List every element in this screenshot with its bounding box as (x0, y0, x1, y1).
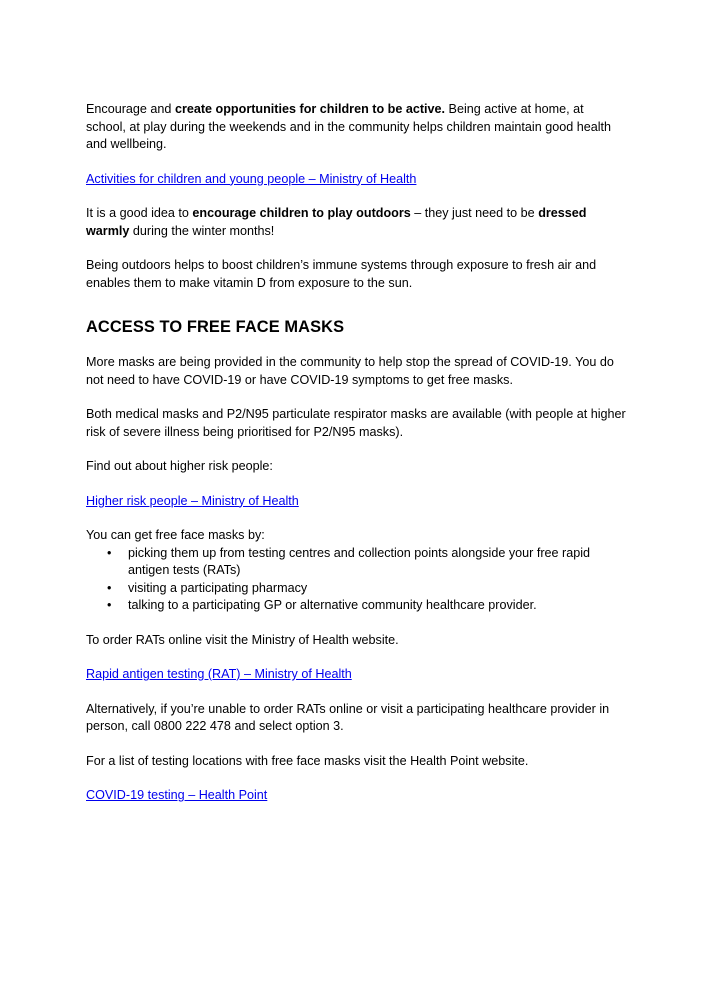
list-item (107, 597, 626, 615)
masks-paragraph-order: To order RATs online visit the Ministry of Health website. (86, 632, 399, 647)
masks-paragraph-types: Both medical masks and P2/N95 particulate respirator masks are available (with people at higher risk of severe illness being prioritised for P2/N95 masks). (86, 407, 626, 439)
intro-emphasis: create opportunities for children to be active. (174, 102, 446, 116)
healthpoint-link-paragraph (86, 787, 626, 805)
intro-paragraph-activity (86, 101, 626, 154)
masks-paragraph-find-out: Find out about higher risk people: (86, 459, 273, 473)
masks-heading: ACCESS TO FREE FACE MASKS (86, 318, 345, 336)
list-item-text: talking to a participating GP or alternative community healthcare provider. (128, 598, 537, 612)
intro-text: Encourage and (86, 102, 175, 116)
rat-link-paragraph (86, 666, 626, 684)
bullet-icon: • (107, 598, 112, 612)
masks-paragraph-phone: Alternatively, if you’re unable to order RATs online or visit a participating healthcare provider in person, call 0800 222 478 and select option 3. (86, 701, 610, 733)
higher-risk-link-paragraph (86, 493, 626, 511)
activities-link[interactable]: Activities for children and young people – Ministry of Health (86, 171, 417, 186)
intro-paragraph-immune: Being outdoors helps to boost children’s immune systems through exposure to fresh air and enables them to make vitamin D from exposure to the sun. (86, 258, 597, 290)
healthpoint-link[interactable]: COVID-19 testing – Health Point (86, 788, 268, 802)
document-content (86, 101, 626, 822)
bullet-icon: • (107, 545, 112, 560)
rat-link[interactable]: Rapid antigen testing (RAT) – Ministry of Health (86, 667, 352, 681)
intro-paragraph-outdoors (86, 205, 626, 240)
masks-paragraph-provided: More masks are being provided in the community to help stop the spread of COVID-19. You do not need to have COVID-19 or have COVID-19 symptoms to get free masks. (86, 355, 614, 387)
intro-text: – they just need to be (410, 206, 539, 220)
list-item (107, 580, 626, 598)
intro-text: Being active at home, at school, at play during the weekends and in the community helps children maintain good health and wellbeing. (86, 102, 612, 151)
list-item-text: picking them up from testing centres and collection points alongside your free rapid antigen tests (RATs) (128, 545, 591, 577)
mask-sources-list (86, 545, 626, 615)
intro-text: during the winter months! (129, 223, 275, 238)
intro-text: It is a good idea to (86, 206, 193, 220)
masks-paragraph-how: You can get free face masks by: (86, 528, 265, 542)
list-item (107, 545, 626, 580)
activities-link-paragraph (86, 171, 626, 189)
higher-risk-link[interactable]: Higher risk people – Ministry of Health (86, 493, 299, 508)
bullet-icon: • (107, 580, 112, 595)
list-item-text: visiting a participating pharmacy (128, 580, 308, 595)
intro-emphasis: encourage children to play outdoors (192, 206, 411, 220)
intro-emphasis: dressed warmly (86, 206, 587, 238)
masks-paragraph-locations: For a list of testing locations with free face masks visit the Health Point website. (86, 753, 529, 768)
